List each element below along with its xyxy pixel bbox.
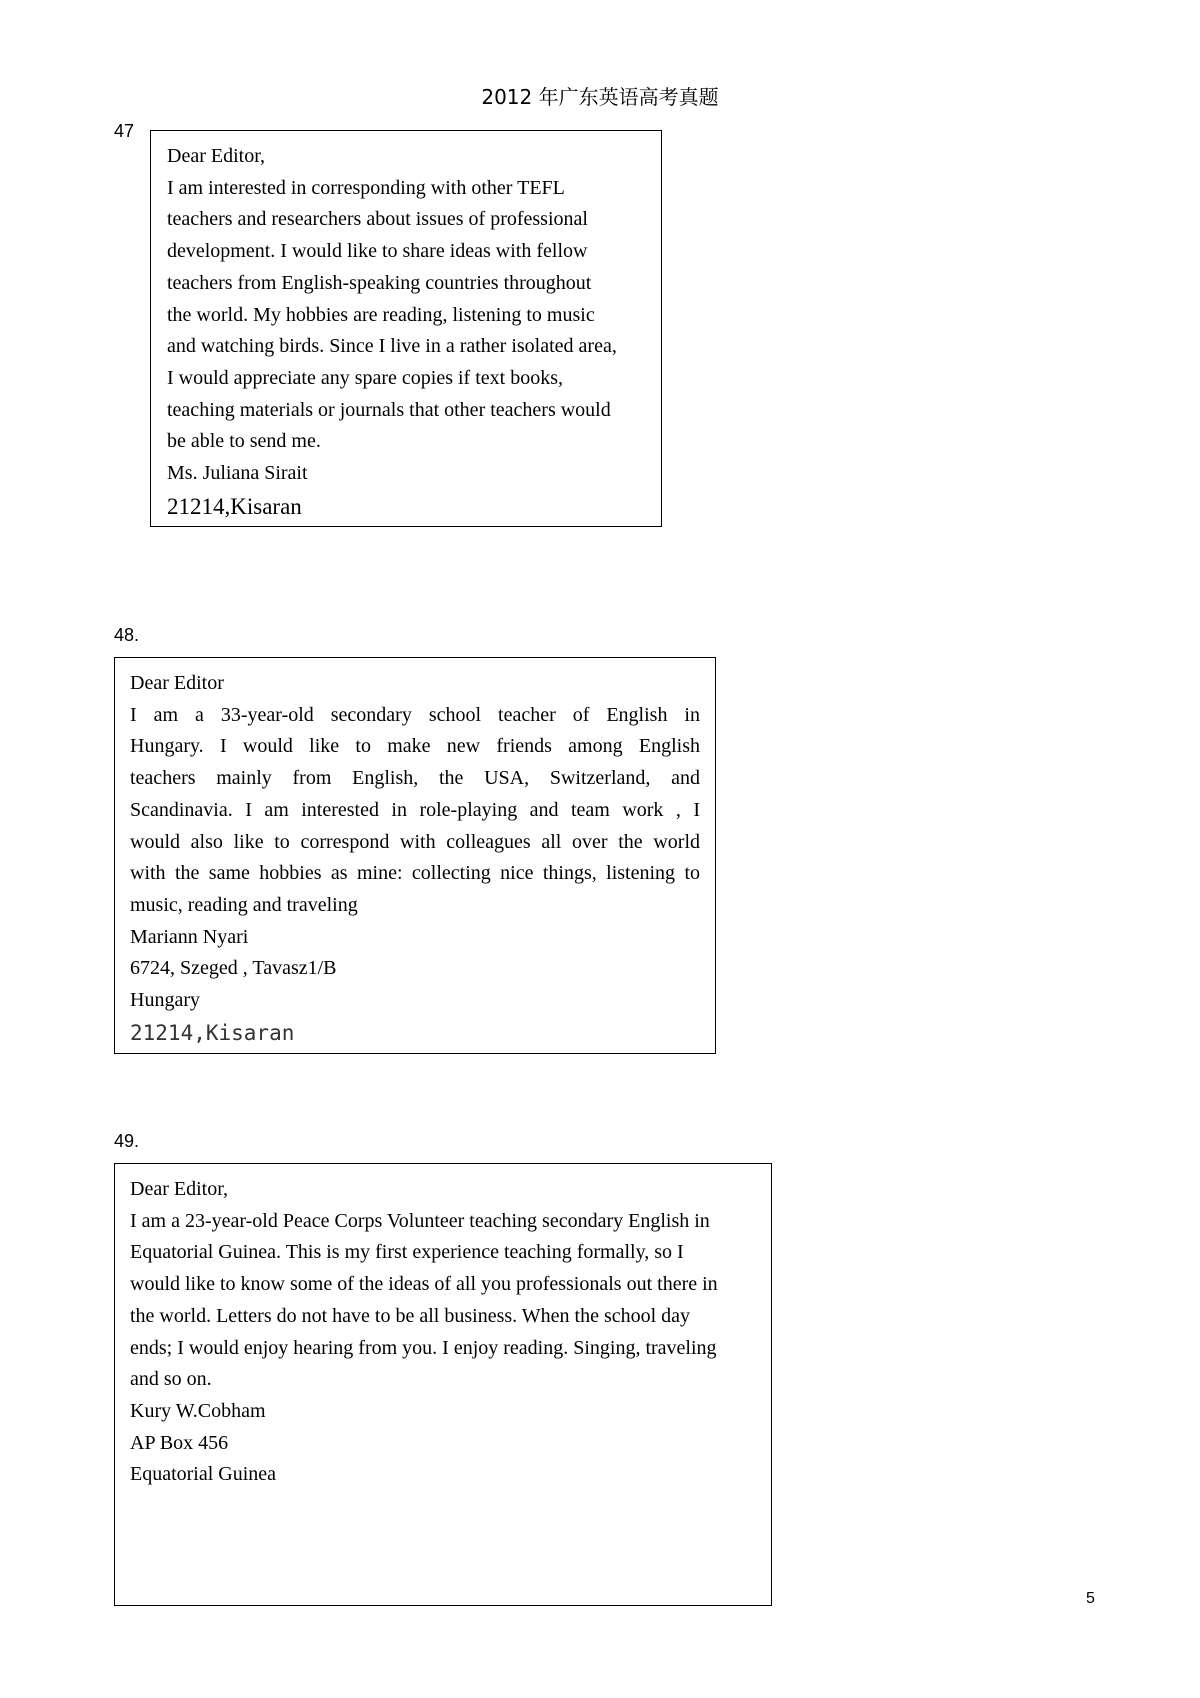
letter-signature: Mariann Nyari — [130, 925, 249, 948]
letter-body-line: the world. Letters do not have to be all business. When the school day — [130, 1304, 691, 1327]
letter-body-line: the world. My hobbies are reading, listening to music — [167, 303, 595, 326]
letter-address-line: 21214,Kisaran — [167, 493, 302, 519]
question-number-47: 47 — [114, 121, 135, 141]
letter-box-47 — [150, 130, 662, 527]
letter-body-line: and so on. — [130, 1368, 212, 1391]
letter-body-line: ends; I would enjoy hearing from you. I enjoy reading. Singing, traveling — [130, 1336, 717, 1359]
letter-body-line: teachers from English-speaking countries throughout — [167, 271, 592, 294]
letter-address-line: Hungary — [130, 989, 200, 1012]
letter-box-48 — [114, 657, 716, 1054]
page-number: 5 — [1086, 1590, 1095, 1607]
letter-body-line: development. I would like to share ideas with fellow — [167, 240, 588, 263]
letter-body-line: and watching birds. Since I live in a rather isolated area, — [167, 335, 617, 358]
letter-address-line: AP Box 456 — [130, 1431, 229, 1454]
letter-body-line: be able to send me. — [167, 430, 321, 453]
letter-body-line: would like to know some of the ideas of all you professionals out there in — [130, 1273, 718, 1296]
letter-signature: Kury W.Cobham — [130, 1399, 266, 1422]
letter-address-line: 6724, Szeged , Tavasz1/B — [130, 957, 337, 980]
letter-greeting: Dear Editor — [130, 672, 224, 694]
page-header-title: 2012 年广东英语高考真题 — [481, 85, 719, 109]
letter-body-line: Hungary. I would like to make new friends among English — [130, 735, 700, 758]
letter-signature: Ms. Juliana Sirait — [167, 462, 308, 485]
letter-box-49 — [114, 1163, 772, 1606]
letter-body-line: Scandinavia. I am interested in role-playing and team work , I — [130, 798, 700, 821]
question-number-48: 48. — [114, 625, 140, 645]
letter-greeting: Dear Editor, — [167, 145, 266, 167]
letter-body-line: music, reading and traveling — [130, 893, 358, 916]
letter-body-line: teachers mainly from English, the USA, Switzerland, and — [130, 767, 700, 790]
question-number-49: 49. — [114, 1131, 140, 1151]
letter-greeting: Dear Editor, — [130, 1178, 229, 1200]
letter-address-line: Equatorial Guinea — [130, 1463, 277, 1486]
letter-body-line: would also like to correspond with colleagues all over the world — [130, 830, 700, 853]
letter-body-line: Equatorial Guinea. This is my first experience teaching formally, so I — [130, 1241, 684, 1264]
letter-body-line: teaching materials or journals that other teachers would — [167, 398, 611, 421]
letter-body-line: I am a 33-year-old secondary school teacher of English in — [130, 703, 700, 726]
letter-body-line: with the same hobbies as mine: collecting nice things, listening to — [130, 862, 700, 885]
letter-body-line: I am a 23-year-old Peace Corps Volunteer teaching secondary English in — [130, 1209, 710, 1232]
letter-body-line: teachers and researchers about issues of professional — [167, 208, 588, 231]
letter-address-line: 21214,Kisaran — [130, 1020, 295, 1045]
letter-body-line: I am interested in corresponding with other TEFL — [167, 176, 565, 199]
letter-body-line: I would appreciate any spare copies if text books, — [167, 366, 563, 389]
